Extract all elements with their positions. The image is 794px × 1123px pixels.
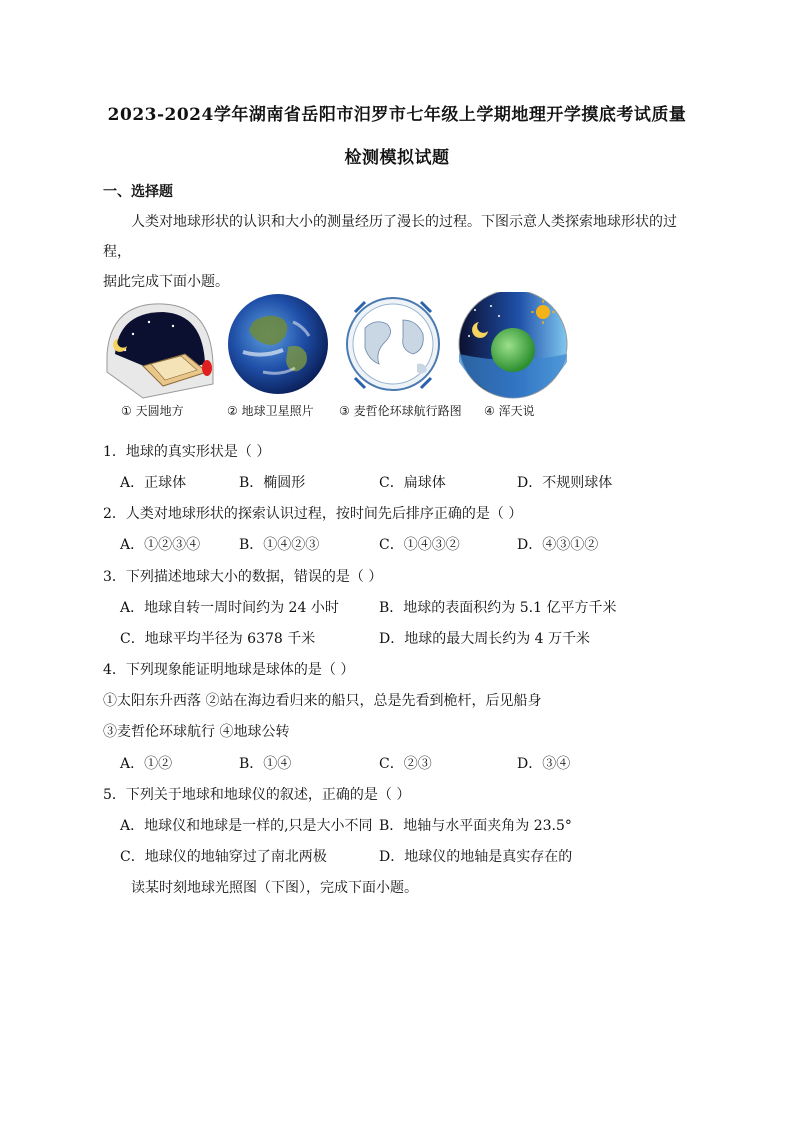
q4-option-b: B．①④ bbox=[239, 756, 292, 772]
q2-option-c: C．①④③② bbox=[379, 537, 460, 553]
q1-option-a: A．正球体 bbox=[120, 475, 187, 491]
huntian-illustration bbox=[459, 292, 567, 398]
intro-line2: 据此完成下面小题。 bbox=[103, 274, 229, 290]
exam-title-line1: 2023-2024学年湖南省岳阳市汨罗市七年级上学期地理开学摸底考试质量 bbox=[107, 105, 687, 125]
q1-option-c: C．扁球体 bbox=[379, 475, 446, 491]
q1-option-b: B．椭圆形 bbox=[239, 475, 306, 491]
intro-paragraph bbox=[103, 207, 703, 297]
q5-option-c: C．地球仪的地轴穿过了南北两极 bbox=[120, 849, 327, 865]
caption-3: ③ 麦哲伦环球航行路图 bbox=[339, 404, 462, 418]
figure-illustrations bbox=[103, 292, 583, 402]
caption-4: ④ 浑天说 bbox=[484, 404, 535, 418]
q4-statement-line1: ①太阳东升西落 ②站在海边看归来的船只，总是先看到桅杆，后见船身 bbox=[103, 693, 542, 709]
question-3-stem: 3．下列描述地球大小的数据，错误的是（ ） bbox=[103, 569, 383, 585]
q2-option-b: B．①④②③ bbox=[239, 537, 320, 553]
caption-1: ① 天圆地方 bbox=[121, 404, 184, 418]
q2-option-a: A．①②③④ bbox=[120, 537, 201, 553]
q4-statement-line2: ③麦哲伦环球航行 ④地球公转 bbox=[103, 724, 290, 740]
q5-option-d: D．地球仪的地轴是真实存在的 bbox=[379, 849, 573, 865]
question-4-stem: 4．下列现象能证明地球是球体的是（ ） bbox=[103, 662, 355, 678]
magellan-route-illustration bbox=[347, 298, 439, 390]
q1-option-d: D．不规则球体 bbox=[517, 475, 613, 491]
question-5-stem: 5．下列关于地球和地球仪的叙述，正确的是（ ） bbox=[103, 787, 411, 803]
question-2-stem: 2．人类对地球形状的探索认识过程，按时间先后排序正确的是（ ） bbox=[103, 506, 523, 522]
q5-option-b: B．地轴与水平面夹角为 23.5° bbox=[379, 818, 572, 834]
exam-title-line2: 检测模拟试题 bbox=[344, 148, 450, 168]
q3-option-a: A．地球自转一周时间约为 24 小时 bbox=[120, 600, 339, 616]
section-heading-choice: 一、选择题 bbox=[103, 184, 173, 200]
q4-option-a: A．①② bbox=[120, 756, 173, 772]
q2-option-d: D．④③①② bbox=[517, 537, 599, 553]
dome-illustration bbox=[107, 304, 213, 398]
q3-option-b: B．地球的表面积约为 5.1 亿平方千米 bbox=[379, 600, 617, 616]
q5-option-a: A．地球仪和地球是一样的,只是大小不同 bbox=[120, 818, 373, 834]
q4-option-c: C．②③ bbox=[379, 756, 432, 772]
q3-option-c: C．地球平均半径为 6378 千米 bbox=[120, 631, 316, 647]
q4-option-d: D．③④ bbox=[517, 756, 571, 772]
q3-option-d: D．地球的最大周长约为 4 万千米 bbox=[379, 631, 591, 647]
caption-2: ② 地球卫星照片 bbox=[227, 404, 314, 418]
outro-instruction: 读某时刻地球光照图（下图），完成下面小题。 bbox=[131, 880, 418, 896]
intro-line1: 人类对地球形状的认识和大小的测量经历了漫长的过程。下图示意人类探索地球形状的过程， bbox=[103, 214, 677, 260]
question-1-stem: 1．地球的真实形状是（ ） bbox=[103, 444, 271, 460]
satellite-earth-illustration bbox=[228, 294, 328, 394]
